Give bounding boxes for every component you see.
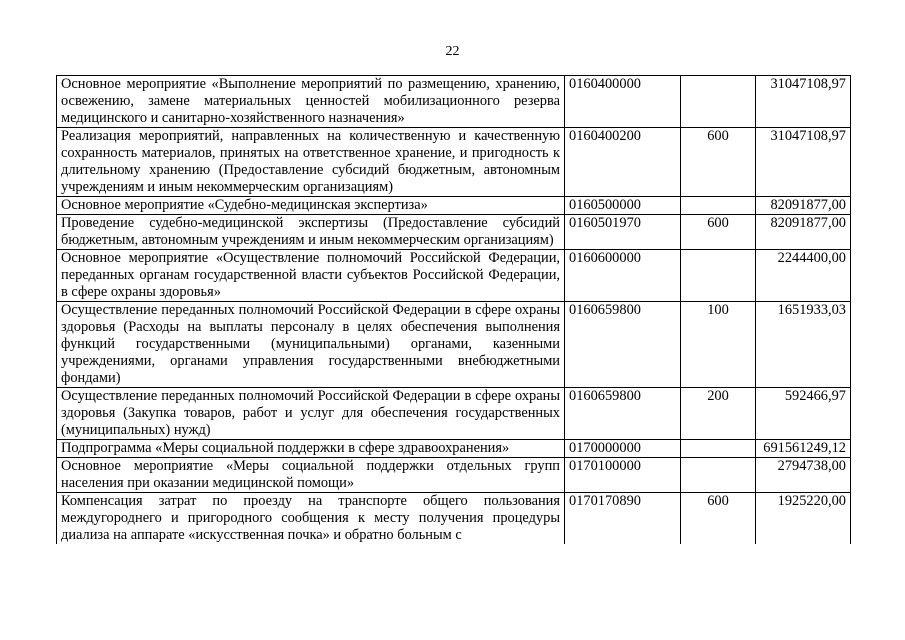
- table-row: [57, 493, 851, 545]
- row-kind: 600: [681, 215, 756, 250]
- table-row: [57, 128, 851, 197]
- row-amount: 2794738,00: [756, 458, 851, 493]
- budget-table: [56, 75, 851, 544]
- row-kind: 600: [681, 128, 756, 197]
- row-code: 0160400000: [565, 76, 681, 128]
- row-code: 0160400200: [565, 128, 681, 197]
- row-kind: [681, 458, 756, 493]
- row-name: Осуществление переданных полномочий Российской Федерации в сфере охраны здоровья (Закупка товаров, работ и услуг для обеспечения государственных (муниципальных) нужд): [57, 388, 565, 440]
- row-name: Осуществление переданных полномочий Российской Федерации в сфере охраны здоровья (Расходы на выплаты персоналу в целях обеспечения выполнения функций государственными (муниципальными) органами, казенными учреждениями, органами управления государственными внебюджетными фондами): [57, 302, 565, 388]
- table-row: [57, 215, 851, 250]
- row-name: Основное мероприятие «Осуществление полномочий Российской Федерации, переданных органам государственной власти субъектов Российской Федерации, в сфере охраны здоровья»: [57, 250, 565, 302]
- row-code: 0170000000: [565, 440, 681, 458]
- row-code: 0160659800: [565, 388, 681, 440]
- row-code: 0160659800: [565, 302, 681, 388]
- row-amount: 31047108,97: [756, 128, 851, 197]
- row-amount: 1651933,03: [756, 302, 851, 388]
- row-code: 0160500000: [565, 197, 681, 215]
- row-code: 0170170890: [565, 493, 681, 545]
- table-row: [57, 76, 851, 128]
- row-kind: [681, 76, 756, 128]
- table-row: [57, 388, 851, 440]
- row-kind: 200: [681, 388, 756, 440]
- row-code: 0160501970: [565, 215, 681, 250]
- row-name: Компенсация затрат по проезду на транспорте общего пользования междугороднего и пригородного сообщения к месту получения процедуры диализа на аппарате «искусственная почка» и обратно больным с: [57, 493, 565, 545]
- row-kind: [681, 250, 756, 302]
- row-amount: 592466,97: [756, 388, 851, 440]
- page-number: 22: [445, 44, 460, 59]
- row-amount: 82091877,00: [756, 215, 851, 250]
- table-row: [57, 250, 851, 302]
- table-row: [57, 302, 851, 388]
- table-row: [57, 440, 851, 458]
- row-amount: 691561249,12: [756, 440, 851, 458]
- row-amount: 1925220,00: [756, 493, 851, 545]
- row-code: 0170100000: [565, 458, 681, 493]
- row-code: 0160600000: [565, 250, 681, 302]
- row-kind: 600: [681, 493, 756, 545]
- row-kind: [681, 440, 756, 458]
- row-name: Основное мероприятие «Судебно-медицинская экспертиза»: [57, 197, 565, 215]
- row-amount: 31047108,97: [756, 76, 851, 128]
- row-amount: 2244400,00: [756, 250, 851, 302]
- row-name: Подпрограмма «Меры социальной поддержки в сфере здравоохранения»: [57, 440, 565, 458]
- row-name: Основное мероприятие «Меры социальной поддержки отдельных групп населения при оказании медицинской помощи»: [57, 458, 565, 493]
- row-amount: 82091877,00: [756, 197, 851, 215]
- row-kind: [681, 197, 756, 215]
- row-name: Проведение судебно-медицинской экспертизы (Предоставление субсидий бюджетным, автономным учреждениям и иным некоммерческим организациям): [57, 215, 565, 250]
- row-name: Основное мероприятие «Выполнение мероприятий по размещению, хранению, освежению, замене материальных ценностей мобилизационного резерва медицинского и санитарно-хозяйственного назначения»: [57, 76, 565, 128]
- table-row: [57, 197, 851, 215]
- row-kind: 100: [681, 302, 756, 388]
- table-row: [57, 458, 851, 493]
- row-name: Реализация мероприятий, направленных на количественную и качественную сохранность материалов, принятых на ответственное хранение, и пригодность к длительному хранению (Предоставление субсидий бюджетным, автономным учреждениям и иным некоммерческим организациям): [57, 128, 565, 197]
